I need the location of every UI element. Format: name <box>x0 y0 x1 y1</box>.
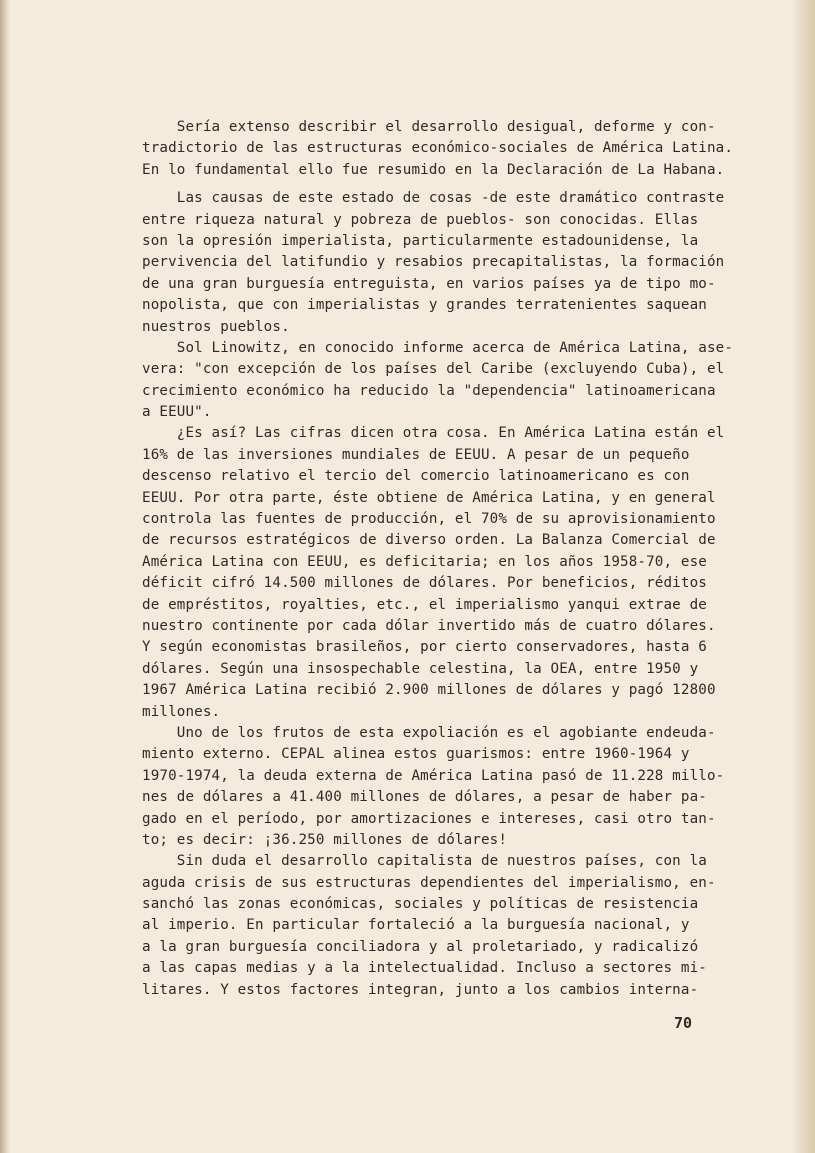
text-line: entre riqueza natural y pobreza de pueblos- son conocidas. Ellas <box>142 211 699 228</box>
text-line: América Latina con EEUU, es deficitaria; en los años 1958-70, ese <box>142 553 707 570</box>
text-line: Las causas de este estado de cosas -de este dramático contraste <box>142 190 725 207</box>
text-line: nopolista, que con imperialistas y grandes terratenientes saquean <box>142 297 707 314</box>
text-line: aguda crisis de sus estructuras dependientes del imperialismo, en- <box>142 874 716 891</box>
text-line: to; es decir: ¡36.250 millones de dólares! <box>142 831 508 848</box>
text-line: crecimiento económico ha reducido la "dependencia" latinoamericana <box>142 382 716 399</box>
page-left-edge <box>0 0 10 1153</box>
text-line: millones. <box>142 703 221 720</box>
text-line: 1967 América Latina recibió 2.900 millones de dólares y pagó 12800 <box>142 682 716 699</box>
text-line: nes de dólares a 41.400 millones de dólares, a pesar de haber pa- <box>142 789 707 806</box>
text-line: al imperio. En particular fortaleció a la burguesía nacional, y <box>142 917 690 934</box>
text-line: nuestros pueblos. <box>142 318 290 335</box>
text-line: miento externo. CEPAL alinea estos guarismos: entre 1960-1964 y <box>142 746 690 763</box>
text-line: litares. Y estos factores integran, junto a los cambios interna- <box>142 981 699 998</box>
paragraph <box>142 723 732 851</box>
page-right-edge <box>793 0 815 1153</box>
paragraph <box>142 338 732 424</box>
paragraph <box>142 851 732 1001</box>
text-line: de empréstitos, royalties, etc., el imperialismo yanqui extrae de <box>142 596 707 613</box>
text-line: nuestro continente por cada dólar invertido más de cuatro dólares. <box>142 617 716 634</box>
text-line: sanchó las zonas económicas, sociales y políticas de resistencia <box>142 896 699 913</box>
text-line: 1970-1974, la deuda externa de América Latina pasó de 11.228 millo- <box>142 767 725 784</box>
text-line: vera: "con excepción de los países del Caribe (excluyendo Cuba), el <box>142 361 725 378</box>
text-line: En lo fundamental ello fue resumido en la Declaración de La Habana. <box>142 161 725 178</box>
text-line: pervivencia del latifundio y resabios precapitalistas, la formación <box>142 254 725 271</box>
paragraph <box>142 188 732 338</box>
paragraph <box>142 423 732 722</box>
text-line: déficit cifró 14.500 millones de dólares. Por beneficios, réditos <box>142 575 707 592</box>
text-line: Uno de los frutos de esta expoliación es el agobiante endeuda- <box>142 724 716 741</box>
text-line: son la opresión imperialista, particularmente estadounidense, la <box>142 232 699 249</box>
text-line: Y según economistas brasileños, por cierto conservadores, hasta 6 <box>142 639 707 656</box>
text-line: tradictorio de las estructuras económico-sociales de América Latina. <box>142 140 734 157</box>
text-line: de una gran burguesía entreguista, en varios países ya de tipo mo- <box>142 275 716 292</box>
text-line: gado en el período, por amortizaciones e intereses, casi otro tan- <box>142 810 716 827</box>
text-line: 16% de las inversiones mundiales de EEUU. A pesar de un pequeño <box>142 446 690 463</box>
text-line: a EEUU". <box>142 404 212 421</box>
text-line: controla las fuentes de producción, el 70% de su aprovisionamiento <box>142 511 716 528</box>
page-number: 70 <box>674 1014 693 1032</box>
text-line: Sin duda el desarrollo capitalista de nuestros países, con la <box>142 853 707 870</box>
text-line: a las capas medias y a la intelectualidad. Incluso a sectores mi- <box>142 960 707 977</box>
text-line: Sol Linowitz, en conocido informe acerca de América Latina, ase- <box>142 339 734 356</box>
paragraph-gap <box>142 181 732 188</box>
text-line: de recursos estratégicos de diverso orden. La Balanza Comercial de <box>142 532 716 549</box>
text-line: ¿Es así? Las cifras dicen otra cosa. En América Latina están el <box>142 425 725 442</box>
text-line: Sería extenso describir el desarrollo desigual, deforme y con- <box>142 119 716 135</box>
text-line: descenso relativo el tercio del comercio latinoamericano es con <box>142 468 690 485</box>
paragraph <box>142 117 732 181</box>
text-line: dólares. Según una insospechable celestina, la OEA, entre 1950 y <box>142 660 699 677</box>
text-line: a la gran burguesía conciliadora y al proletariado, y radicalizó <box>142 938 699 955</box>
text-line: EEUU. Por otra parte, éste obtiene de América Latina, y en general <box>142 489 716 506</box>
body-text <box>142 117 732 1001</box>
